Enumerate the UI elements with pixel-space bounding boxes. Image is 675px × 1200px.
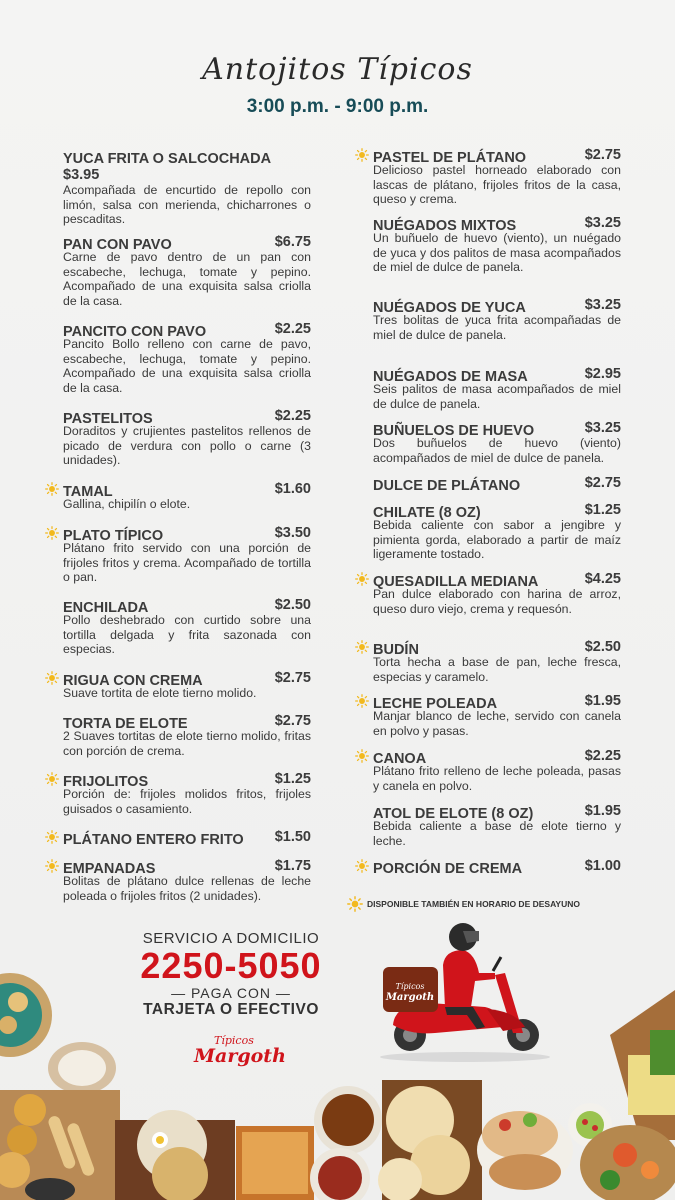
menu-item-description: Seis palitos de masa acompañados de miel de dulce de panela. [373, 382, 621, 411]
menu-item-price: $3.25 [584, 297, 621, 313]
menu-item-description: Bebida caliente a base de elote tierno y leche. [373, 819, 621, 848]
menu-item-description: Pan dulce elaborado con harina de arroz, queso duro viejo, crema y requesón. [373, 587, 621, 616]
menu-item-price: $2.25 [584, 748, 621, 764]
menu-item-price: $2.25 [274, 321, 311, 337]
menu-item [373, 215, 621, 275]
menu-item-name: TAMAL [63, 484, 113, 500]
menu-title: Antojitos Típicos [202, 52, 473, 87]
sun-icon [355, 148, 369, 162]
sun-icon [355, 694, 369, 708]
menu-item-name: ENCHILADA [63, 600, 149, 616]
svg-text:Margoth: Margoth [385, 992, 435, 1003]
sun-icon [45, 772, 59, 786]
menu-item-price: $2.75 [584, 147, 621, 163]
menu-item-description: Acompañada de encurtido de repollo con limón, salsa con merienda, chicharrones o pescaditas. [63, 183, 311, 227]
delivery-block [125, 930, 337, 1019]
menu-item [373, 147, 621, 207]
sun-icon [355, 749, 369, 763]
menu-item-price: $2.95 [584, 366, 621, 382]
menu-item-price: $1.25 [274, 771, 311, 787]
hours-label: 3:00 p.m. - 9:00 p.m. [246, 96, 429, 117]
menu-item-description: Porción de: frijoles molidos fritos, frijoles guisados o casamiento. [63, 787, 311, 816]
menu-item-price: $1.25 [584, 502, 621, 518]
menu-item-price: $1.95 [584, 693, 621, 709]
menu-item-description: Gallina, chipilín o elote. [63, 497, 191, 511]
menu-item [63, 481, 311, 512]
menu-item [373, 420, 621, 465]
menu-item-price: $2.75 [274, 670, 311, 686]
food-photo-border [0, 940, 675, 1200]
menu-item-description: Carne de pavo dentro de un pan con escabeche, lechuga, tomate y pepino. Acompañado de una exquisita salsa criolla de la casa. [63, 250, 311, 308]
menu-item-name: BUDÍN [373, 642, 419, 658]
svg-text:Margoth: Margoth [194, 1045, 286, 1067]
menu-item-name: YUCA FRITA O SALCOCHADA [63, 151, 272, 167]
menu-item [63, 597, 311, 657]
breakfast-note [367, 899, 580, 909]
menu-item [373, 297, 621, 342]
menu-item-price: $3.25 [584, 420, 621, 436]
menu-item-name: PASTEL DE PLÁTANO [373, 150, 527, 166]
menu-item-price: $2.50 [274, 597, 311, 613]
menu-item-price: $1.00 [584, 858, 621, 874]
menu-item-name: CHILATE (8 OZ) [373, 505, 481, 521]
menu-item-name: PLATO TÍPICO [63, 528, 164, 544]
menu-item-description: Delicioso pastel horneado elaborado con lascas de plátano, frijoles fritos de la casa, queso y crema. [373, 163, 621, 207]
menu-item-name: DULCE DE PLÁTANO [373, 478, 521, 494]
menu-item-name: FRIJOLITOS [63, 774, 149, 790]
menu-item-price: $3.50 [274, 525, 311, 541]
menu-item [63, 670, 311, 701]
menu-item-name: NUÉGADOS DE YUCA [373, 300, 526, 316]
sun-icon [355, 640, 369, 654]
menu-item-price: $2.75 [274, 713, 311, 729]
menu-item-name: PANCITO CON PAVO [63, 324, 207, 340]
menu-item-price: $1.50 [274, 829, 311, 845]
menu-item [373, 366, 621, 411]
menu-item-description: Un buñuelo de huevo (viento), un nuégado de yuca y dos palitos de masa acompañados de miel de dulce de panela. [373, 231, 621, 275]
menu-item-name: PASTELITOS [63, 411, 153, 427]
sun-icon [45, 671, 59, 685]
sun-icon [45, 859, 59, 873]
menu-item [63, 525, 311, 585]
menu-item [63, 771, 311, 816]
menu-item [63, 408, 311, 468]
menu-item [373, 639, 621, 684]
menu-item-price: $1.60 [274, 481, 311, 497]
payment-label: — PAGA CON — [171, 985, 291, 1001]
menu-item-name: PORCIÓN DE CREMA [373, 861, 523, 877]
menu-item-price: $1.75 [274, 858, 311, 874]
menu-item-description: Pancito Bollo relleno con carne de pavo, escabeche, lechuga, tomate y pepino. Acompañado de una exquisita salsa criolla de la casa. [63, 337, 311, 395]
menu-item-description: Suave tortita de elote tierno molido. [63, 686, 257, 700]
menu-item [373, 693, 621, 738]
menu-item-name: EMPANADAS [63, 861, 156, 877]
menu-item-price: $3.25 [584, 215, 621, 231]
menu-item-description: Pollo deshebrado con curtido sobre una tortilla delgada y frita sazonada con especias. [63, 613, 311, 657]
menu-item-price: $2.25 [274, 408, 311, 424]
menu-item-name: CANOA [373, 751, 427, 767]
menu-item-description: Plátano frito relleno de leche poleada, pasas y canela en polvo. [373, 764, 621, 793]
menu-item-description: Torta hecha a base de pan, leche fresca, especias y caramelo. [373, 655, 621, 684]
menu-item-description: Plátano frito servido con una porción de frijoles fritos y crema. Acompañado de tortilla o pan. [63, 541, 311, 585]
brand-logo [192, 1030, 286, 1070]
menu-item-price: $3.95 [63, 167, 100, 183]
breakfast-note-text: DISPONIBLE TAMBIÉN EN HORARIO DE DESAYUNO [367, 899, 580, 909]
menu-item-price: $2.75 [584, 475, 621, 491]
menu-item [373, 858, 621, 877]
menu-item [63, 148, 311, 227]
menu-item-name: QUESADILLA MEDIANA [373, 574, 539, 590]
sun-icon [355, 859, 369, 873]
sun-icon [355, 572, 369, 586]
menu-item-price: $6.75 [274, 234, 311, 250]
menu-item-description: Dos buñuelos de huevo (viento) acompañados de miel de dulce de panela. [373, 436, 621, 465]
menu-item-description: Manjar blanco de leche, servido con canela en polvo y pasas. [373, 709, 621, 738]
menu-item [63, 858, 311, 903]
menu-item-name: NUÉGADOS DE MASA [373, 369, 528, 385]
menu-item-name: LECHE POLEADA [373, 696, 498, 712]
menu-item-description: Bolitas de plátano dulce rellenas de leche poleada o frijoles fritos (2 unidades). [63, 874, 311, 903]
menu-item-description: Bebida caliente con sabor a jengibre y pimienta gorda, elaborado a partir de maíz ligeramente tostado. [373, 518, 621, 562]
menu-item [373, 803, 621, 848]
menu-item-price: $2.50 [584, 639, 621, 655]
menu-item-price: $1.95 [584, 803, 621, 819]
menu-item-description: Doraditos y crujientes pastelitos rellenos de picado de verdura con pollo o carne (3 unidades). [63, 424, 311, 468]
sun-icon [45, 482, 59, 496]
menu-item [373, 502, 621, 562]
svg-text:Típicos: Típicos [395, 982, 425, 991]
menu-item-description: Tres bolitas de yuca frita acompañadas de miel de dulce de panela. [373, 313, 621, 342]
menu-item-name: BUÑUELOS DE HUEVO [373, 423, 535, 439]
menu-item [63, 234, 311, 308]
menu-item-name: TORTA DE ELOTE [63, 716, 188, 732]
menu-item-name: ATOL DE ELOTE (8 OZ) [373, 806, 534, 822]
delivery-phone[interactable]: 2250-5050 [140, 945, 322, 986]
menu-item [63, 321, 311, 395]
sun-icon [347, 896, 363, 912]
menu-item-name: NUÉGADOS MIXTOS [373, 218, 517, 234]
menu-item-name: PAN CON PAVO [63, 237, 172, 253]
menu-item-description: 2 Suaves tortitas de elote tierno molido, fritas con porción de crema. [63, 729, 311, 758]
delivery-scooter-illustration [375, 915, 550, 1065]
menu-item [373, 571, 621, 616]
sun-icon [45, 830, 59, 844]
payment-methods: TARJETA O EFECTIVO [143, 1001, 319, 1018]
menu-item-name: PLÁTANO ENTERO FRITO [63, 832, 244, 848]
menu-item-price: $4.25 [584, 571, 621, 587]
svg-text:Típicos: Típicos [214, 1034, 254, 1047]
menu-item [373, 748, 621, 793]
menu-item [63, 713, 311, 758]
menu-item [63, 829, 311, 848]
menu-item [373, 475, 621, 494]
menu-item-name: RIGUA CON CREMA [63, 673, 203, 689]
delivery-label: SERVICIO A DOMICILIO [142, 930, 320, 947]
sun-icon [45, 526, 59, 540]
